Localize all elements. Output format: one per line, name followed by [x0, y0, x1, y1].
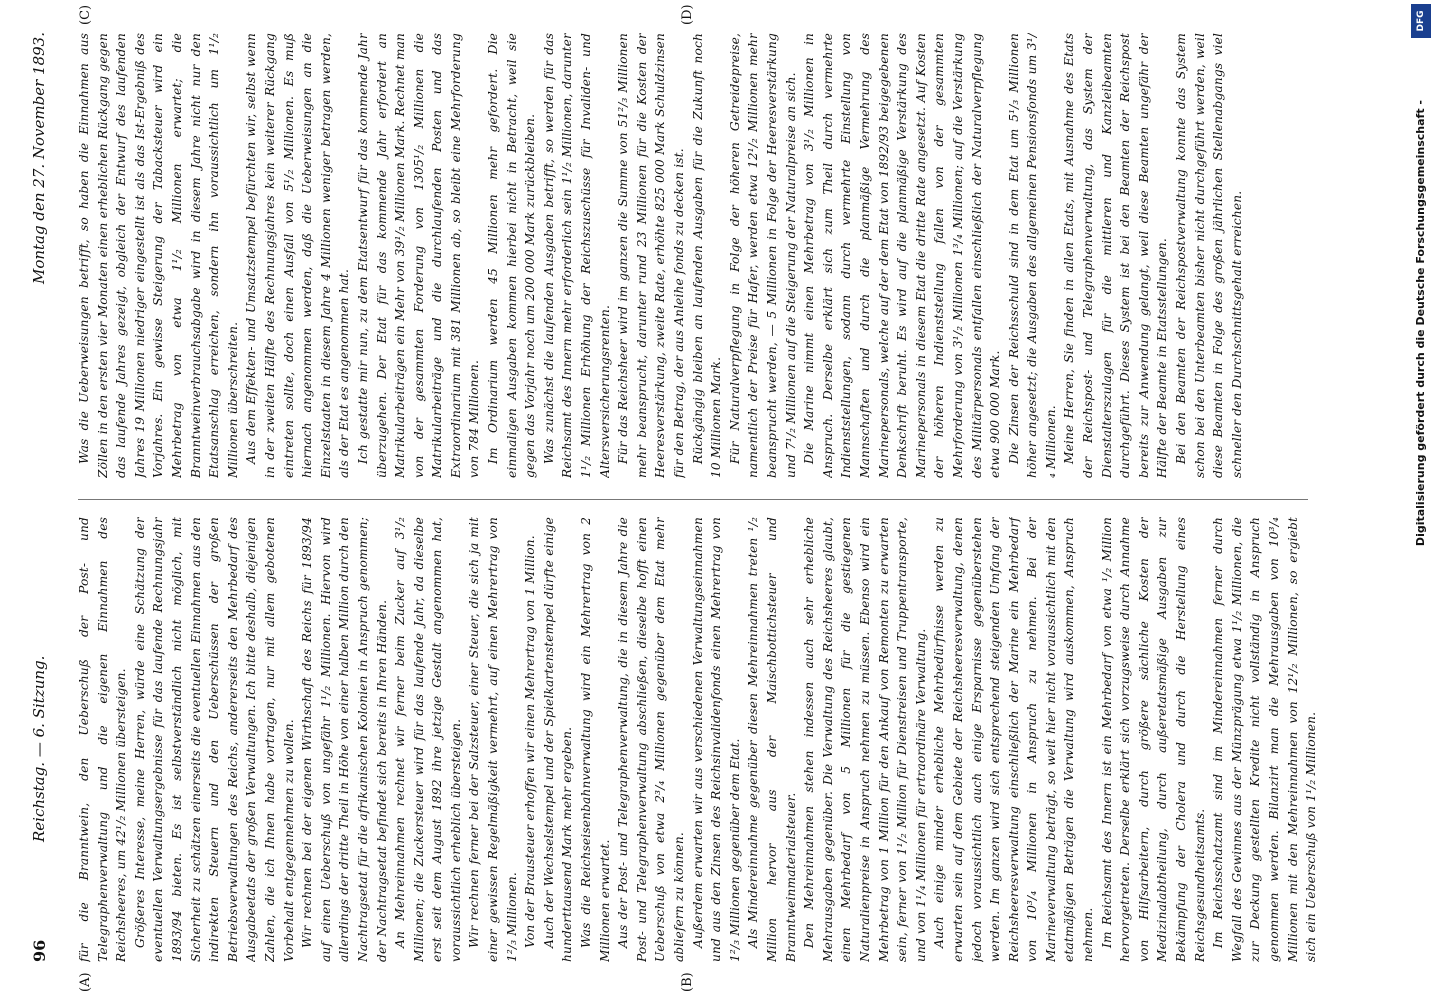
margin-marker-b: (B): [680, 972, 695, 992]
column-divider: [78, 499, 1308, 500]
margin-marker-a: (A): [78, 972, 93, 992]
paragraph: Wir rechnen ferner bei der Salzsteuer, einer Steuer, die sich ja mit einer gewissen Regelmäßigkeit vermehrt, auf einen Mehrertrag von 1²/₃ Millionen.: [467, 517, 519, 962]
margin-marker-c: (C): [78, 4, 93, 25]
paragraph: Für das Reichsheer wird im ganzen die Summe von 51²/₃ Millionen mehr beansprucht, darunter rund 23 Millionen für die Kosten der Heeresverstärkung, zweite Rate, erhöhte 825 000 Mark Schuldzinsen für den Betrag, der aus Anleihe fonds zu decken ist.: [616, 33, 686, 478]
paragraph: Ich gestatte mir nun, zu dem Etatsentwurf für das kommende Jahr überzugehen. Der Etat für das kommende Jahr erfordert an Matrikularbeiträgen ein Mehr von 39¹/₂ Millionen Mark. Rechnet man von der gesammten Forderung von 1305¹/₂ Millionen die Matrikularbeiträge und die durchlaufenden Posten und das Extraordinarium mit 381 Millionen ab, so bleibt eine Mehrforderung von 784 Millionen.: [355, 33, 482, 478]
paragraph: Auch einige minder erhebliche Mehrbedürfnisse werden zu erwarten sein auf dem Gebiete der Reichsheeresverwaltung, denen jedoch voraussichtlich auch einige Ersparnisse gegenüberstehen werden. Im ganzen wird sich entsprechend steigenden Umfang der Reichsheeresverwaltung einschließlich der Marine ein Mehrbedarf von 10³/₄ Millionen in Anspruch zu nehmen. Bei der Marineverwaltung beträgt, so weit hier nicht voraussichtlich mit den etatmäßigen Beträgen die Verwaltung wird auskommen, Anspruch nehmen.: [932, 517, 1096, 962]
paragraph: Wir rechnen bei der eigenen Wirthschaft des Reichs für 1893/94 auf einen Ueberschuß von ungefähr 1¹/₂ Millionen. Hiervon wird allerdings der dritte Theil in Höhe von einer halben Million durch den Nachtragsetat für die afrikanischen Kolonien in Anspruch genommen; der Nachtragsetat befindet sich bereits in Ihren Händen.: [300, 517, 389, 962]
paragraph: Meine Herren, Sie finden in allen Etats, mit Ausnahme des Etats der Reichspost- und Telegraphenverwaltung, das System der Dienstalterszulagen für die mittleren und Kanzleibeamten durchgeführt. Dieses System ist bei den Beamten der Reichspost bereits zur Anwendung gelangt, weil diese Beamten ungefähr der Hälfte der Beamte in Etatsstellungen.: [1062, 33, 1170, 478]
paragraph: Außerdem erwarten wir aus verschiedenen Verwaltungseinnahmen und aus den Zinsen des Reichsinvalidenfonds einen Mehrertrag von 1²/₃ Millionen gegenüber dem Etat.: [690, 517, 742, 962]
paragraph: Größeres Interesse, meine Herren, würde eine Schätzung der eventuellen Verwaltungsergebnisse für das laufende Rechnungsjahr 1893/94 bieten. Es ist selbstverständlich nicht möglich, mit Sicherheit zu schätzen einerseits die eventuellen Einnahmen aus den indirekten Steuern und den Ueberschüssen der großen Betriebsverwaltungen des Reichs, andererseits den Mehrbedarf des Ausgabeetats der großen Verwaltungen. Ich bitte deshalb, diejenigen Zahlen, die ich Ihnen habe vortragen, nur mit allem gebotenen Vorbehalt entgegennehmen zu wollen.: [132, 517, 296, 962]
digitization-credit-strip: [1410, 0, 1432, 1000]
paragraph: Im Reichsamt des Innern ist ein Mehrbedarf von etwa ¹/₂ Million hervorgetreten. Derselbe erklärt sich vorzugsweise durch Annahme von Hilfsarbeitern, durch größere sächliche Kosten der Medizinalabtheilung, durch außeretatsmäßige Ausgaben zur Bekämpfung der Cholera und durch die Herstellung eines Reichsgesundheitsamts.: [1099, 517, 1207, 962]
paragraph: Die Zinsen der Reichsschuld sind in dem Etat um 5¹/₃ Millionen höher angesetzt; die Ausgaben des allgemeinen Pensionsfonds um 3¹/₄ Millionen.: [1006, 33, 1058, 478]
paragraph: Was zunächst die laufenden Ausgaben betrifft, so werden für das Reichsamt des Innern mehr erforderlich sein 1¹/₂ Millionen, darunter 1¹/₂ Millionen Erhöhung der Reichszuschüsse für Invaliden- und Altersversicherungsrenten.: [541, 33, 612, 478]
paragraph: Was die Ueberweisungen betrifft, so haben die Einnahmen aus Zöllen in den ersten vier Monaten einen erheblichen Rückgang gegen das laufende Jahres gezeigt, obgleich der Entwurf des laufenden Jahres 19 Millionen niedriger eingestellt ist als das Ist-Ergebniß des Vorjahres. Ein gewisse Steigerung der Tabacksteuer wird ein Mehrbetrag von etwa 1¹/₂ Millionen erwartet; die Branntweinverbrauchsabgabe wird in diesem Jahre nicht nur den Etatsanschlag erreichen, sondern ihn voraussichtlich um 1¹/₂ Millionen überschreiten.: [77, 33, 240, 478]
paragraph: Auch der Wechselstempel und der Spielkartenstempel dürfte einige hunderttausend Mark mehr ergeben.: [541, 517, 575, 962]
header-session: Reichstag. — 6. Sitzung.: [30, 655, 48, 842]
dfg-logo: [1411, 4, 1431, 38]
paragraph: Von der Brausteuer erhoffen wir einen Mehrertrag von 1 Million.: [523, 535, 538, 948]
paragraph: für die Branntwein, den Ueberschuß der Post- und Telegraphenverwaltung und die eigenen Einnahmen des Reichsheeres, um 42¹/₂ Millionen übersteigen.: [77, 517, 129, 962]
paragraph: Für Naturalverpflegung in Folge der höheren Getreidepreise, namentlich der Preise für Hafer, werden etwa 12¹/₂ Millionen mehr beansprucht werden, — 5 Millionen in Folge der Heeresverstärkung und 7¹/₂ Millionen auf die Steigerung der Naturalpreise an sich.: [727, 33, 798, 478]
margin-marker-d: (D): [680, 4, 695, 25]
digitization-credit: Digitalisierung gefördert durch die Deutsche Forschungsgemeinschaft -: [1414, 100, 1427, 547]
dfg-logo-text: DFG: [1416, 10, 1426, 32]
paragraph: Was die Reichseisenbahnverwaltung wird ein Mehrertrag von 2 Millionen erwartet.: [579, 517, 612, 962]
paragraph: Aus dem Effekten- und Umsatzstempel befürchten wir, selbst wenn in der zweiten Hälfte des Rechnungsjahres kein weiterer Rückgang eintreten sollte, doch einen Ausfall von 5¹/₂ Millionen. Es muß hiernach angenommen werden, daß die Ueberweisungen an die Einzelstaaten in diesem Jahre 4 Millionen weniger betragen werden, als der Etat es angenommen hat.: [244, 33, 352, 478]
left-column: [75, 517, 1320, 962]
header-date: Montag den 27. November 1893.: [30, 32, 48, 285]
paragraph: Rückgängig bleiben an laufenden Ausgaben für die Zukunft noch 10 Millionen Mark.: [690, 33, 724, 478]
paragraph: Die Marine nimmt einen Mehrbetrag von 3¹/₂ Millionen in Anspruch. Derselbe erklärt sich zum Theil durch vermehrte Indienststellungen, sodann durch vermehrte Einstellung von Mannschaften und durch die planmäßige Vermehrung des Marinepersonals, welche auf der dem Etat von 1892/93 beigegebenen Denkschrift beruht. Es wird auf die planmäßige Verstärkung des Marinepersonals in diesem Etat die dritte Rate angesetzt. Auf Kosten der höheren Indienststellung fallen von der gesammten Mehrforderung von 3¹/₂ Millionen 1³/₄ Millionen; auf die Verstärkung des Militärpersonals entfallen einschließlich der Naturalverpflegung etwa 900 000 Mark.: [802, 33, 1003, 478]
paragraph: Bei den Beamten der Reichspostverwaltung konnte das System schon bei den Unterbeamten bisher nicht durchgeführt werden, weil diese Beamten in Folge des großen jährlichen Stellenabgangs viel schneller den Durchschnittsgehalt erreichen.: [1174, 33, 1244, 478]
right-column: [75, 33, 1320, 478]
page-number: 96: [30, 939, 49, 962]
paragraph: An Mehreinnahmen rechnet wir ferner beim Zucker auf 3¹/₂ Millionen; die Zuckersteuer wird für das laufende Jahr, da dieselbe erst seit dem August 1892 ihre jetzige Gestalt angenommen hat, voraussichtlich erheblich übersteigen.: [393, 517, 463, 962]
paragraph: Aus der Post- und Telegraphenverwaltung, die in diesem Jahre die Post- und Telegraphenverwaltung abschließen, dieselbe hofft einen Ueberschuß von etwa 2³/₄ Millionen gegenüber dem Etat mehr abliefern zu können.: [616, 517, 686, 962]
page-header: [30, 32, 58, 962]
paragraph: Den Mehreinnahmen stehen indessen auch sehr erhebliche Mehrausgaben gegenüber. Die Verwaltung des Reichsheeres glaubt, einen Mehrbedarf von 5 Millionen für die gestiegenen Naturalienpreise in Anspruch nehmen zu müssen. Ebenso wird ein Mehrbetrag von 1 Million für den Ankauf von Remonten zu erwarten sein, ferner von 1¹/₂ Million für Dienstreisen und Truppentransporte, und von 1¹/₄ Millionen für ertraordinäre Verwaltung.: [802, 517, 928, 962]
paragraph: Im Reichsschatzamt sind im Mindereinnahmen ferner durch Wegfall des Gewinnes aus der Münzprägung etwa 1¹/₂ Millionen, die zur Deckung gestellten Kredite nicht vollständig in Anspruch genommen werden. Bilanzirt man die Mehrausgaben von 10³/₄ Millionen mit den Mehreinnahmen von 12¹/₂ Millionen, so ergiebt sich ein Ueberschuß von 1¹/₂ Millionen.: [1211, 517, 1319, 962]
paragraph: Als Mindereinnahme gegenüber diesen Mehreinnahmen treten ¹/₂ Million hervor aus der Maischbottichsteuer und Branntweinmaterialsteuer.: [746, 517, 798, 962]
paragraph: Im Ordinarium werden 45 Millionen mehr gefordert. Die einmaligen Ausgaben kommen hierbei nicht in Betracht, weil sie gegen das Vorjahr noch um 200 000 Mark zurückbleiben.: [486, 33, 538, 478]
